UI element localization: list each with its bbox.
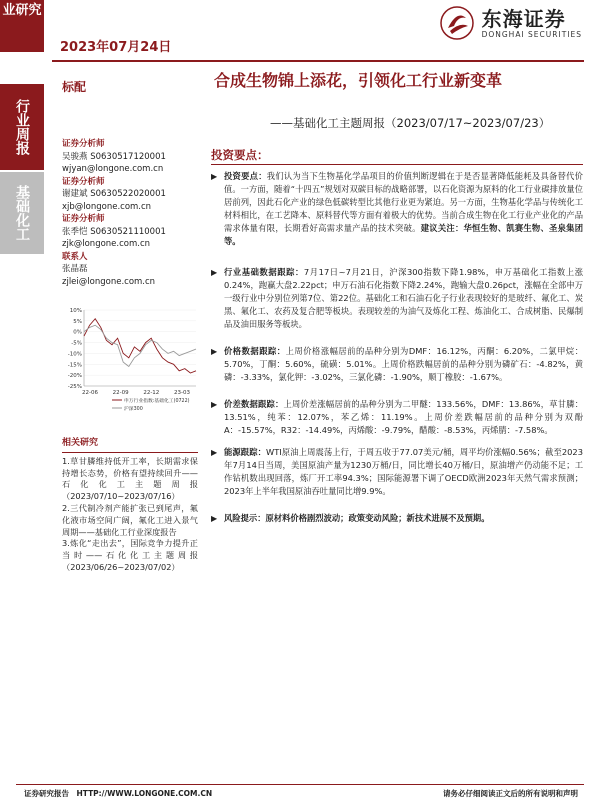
- report-subtitle: ——基础化工主题周报（2023/07/17~2023/07/23）: [270, 116, 551, 130]
- analyst-name: 吴骏燕 S0630517120001: [62, 151, 166, 162]
- bullet-text: 上周价差涨幅居前的品种分别为二甲醚：133.56%，DMF：13.86%，草甘膦：13.51%，纯苯：12.07%，苯乙烯：11.19%。上周价差跌幅居前的品种分别为双酚A：-15.57%，R32：-14.49%，丙烯酸：-9.79%，醋酸：-8.53%，丙烯腈：-7.58%。: [224, 399, 583, 435]
- bullet-item: [211, 512, 583, 525]
- y-tick-label: 0%: [73, 329, 82, 336]
- report-title: 合成生物锦上添花，引领化工行业新变革: [214, 71, 503, 90]
- analyst-email[interactable]: xjb@longone.com.cn: [62, 201, 152, 212]
- y-tick-label: -20%: [67, 373, 82, 380]
- bullet-item: [211, 398, 583, 437]
- bullet-label: 行业基础数据跟踪：: [224, 267, 304, 277]
- related-item[interactable]: 2.三代制冷剂产能扩张已到尾声，氟化液市场空间广阔，氟化工进入景气周期——基础化工行业深度报告: [62, 502, 198, 537]
- report-date: 2023年07月24日: [60, 40, 172, 55]
- bullet-icon: ▶: [211, 448, 218, 457]
- y-tick-label: 5%: [73, 318, 82, 325]
- analyst-name: 张季恺 S0630521110001: [62, 226, 166, 237]
- related-heading: 相关研究: [62, 438, 198, 453]
- bullet-label: 能源跟踪：: [224, 447, 267, 457]
- analyst-email[interactable]: zjk@longone.com.cn: [62, 239, 151, 249]
- logo-icon: [440, 6, 474, 40]
- footer-divider: [16, 784, 584, 785]
- analyst-heading: 证券分析师: [62, 214, 105, 224]
- header-divider: [52, 60, 584, 62]
- y-tick-label: -5%: [71, 340, 82, 347]
- analyst-heading: 证券分析师: [62, 176, 105, 187]
- x-tick-label: 22-06: [82, 390, 98, 396]
- bullet-icon: ▶: [211, 172, 218, 181]
- footer-right: 请务必仔细阅读正文后的所有说明和声明: [443, 789, 578, 798]
- rating: 标配: [62, 80, 87, 94]
- bullet-bold-tail: 建议关注：华恒生物、凯赛生物、圣泉集团等。: [224, 223, 583, 246]
- y-tick-label: 10%: [69, 308, 82, 314]
- analyst-panel: [62, 138, 194, 288]
- series-line: [84, 325, 196, 366]
- industry-band: [0, 172, 44, 254]
- performance-chart: [60, 304, 200, 424]
- bullet-icon: ▶: [211, 400, 218, 409]
- invest-divider: [211, 164, 583, 165]
- industry-label: 基础化工: [14, 185, 30, 241]
- related-research: [62, 438, 198, 574]
- bullet-label: 投资要点：: [224, 171, 267, 181]
- y-tick-label: -10%: [67, 351, 82, 358]
- contact-email[interactable]: zjlei@longone.com.cn: [62, 276, 156, 287]
- x-tick-label: 23-03: [174, 390, 190, 396]
- bullet-label: 价差数据跟踪：: [224, 399, 284, 409]
- analyst-name: 谢建斌 S0630522020001: [62, 189, 166, 199]
- bullet-text: 7月17日~7月21日，沪深300指数下降1.98%，申万基础化工指数上涨0.24%，跑赢大盘2.22pct；申万石油石化指数下降2.24%，跑输大盘0.26pct，涨幅在全部申万一级行业中分别位列第7位、第22位。基础化工和石油石化子行业表现较好的是玻纤、氟化工、炭黑、氟化工、农药及复合肥等板块。表现较差的为油气及炼化工程、炼油化工、合成树脂、民爆制品及油田服务等板块。: [224, 267, 583, 329]
- invest-heading: 投资要点：: [211, 148, 269, 162]
- bullet-label: 风险提示：: [224, 513, 266, 523]
- bullet-icon: ▶: [211, 514, 218, 523]
- x-tick-label: 22-12: [143, 390, 160, 396]
- bullet-label: 价格数据跟踪：: [224, 346, 286, 356]
- x-tick-label: 22-09: [112, 390, 129, 396]
- bullet-text: 上周价格涨幅居前的品种分别为DMF：16.12%，丙酮：6.20%，二氯甲烷：5.70%，丁酮：5.60%，硫磺：5.01%。上周价格跌幅居前的品种分别为磷矿石：-4.82%，黄磷：-3.33%，氯化钾：-3.02%，三氯化磷：-1.90%，顺丁橡胶：-1.67%。: [224, 346, 583, 382]
- band-top-label: 业研究: [2, 3, 42, 18]
- legend-label: 沪深300: [124, 407, 143, 412]
- legend-label: 申万行业指数:基础化工(0722): [124, 399, 190, 404]
- bullet-bold-tail: 原材料价格剧烈波动；政策变动风险；新技术进展不及预期。: [265, 513, 490, 523]
- y-tick-label: -25%: [67, 384, 82, 390]
- bullet-text: 我们认为当下生物基化学品项目的价值判断逻辑在于是否显著降低能耗及具备替代价值。一方面，随着“十四五”规划对双碳目标的战略部署，以石化资源为原料的化工行业碳排放量位居前列，因此石化产业的绿色低碳转型比其他行业更为紧迫。另一方面，生物基化学品与传统化工材料相比，在工艺降本、原料替代等方面有着极大的优势。当前合成生物在化工行业产业化的产品需求体量有限，长期看好高需求量产品的技术突破。: [224, 171, 583, 233]
- logo-english: DONGHAI SECURITIES: [481, 29, 582, 39]
- analyst-email[interactable]: wjyan@longone.com.cn: [62, 164, 164, 174]
- logo: [440, 6, 582, 40]
- contact-name: 张晶磊: [62, 264, 88, 274]
- top-left-band: [0, 0, 44, 52]
- series-line: [84, 319, 196, 373]
- y-tick-label: -15%: [67, 362, 82, 369]
- bullet-text: WTI原油上周震荡上行，于周五收于77.07美元/桶，周平均价涨幅0.56%；截至2023年7月14日当周，美国原油产量为1230万桶/日，同比增长40万桶/日，原油增产仍动能不足；工作钻机数出现回落，炼厂开工率94.3%；国际能源署下调了OECD欧洲2023年天然气需求预测；2023年上半年我国原油吞吐量同比增9.9%。: [224, 447, 583, 496]
- bullet-icon: ▶: [211, 347, 218, 356]
- bullet-item: [211, 266, 583, 331]
- bullet-item: [211, 170, 583, 248]
- logo-chinese: 东海证券: [481, 6, 566, 31]
- footer-left[interactable]: 证券研究报告 HTTP://WWW.LONGONE.COM.CN: [24, 789, 213, 798]
- bullet-item: [211, 345, 583, 384]
- bullet-icon: ▶: [211, 268, 218, 277]
- related-item[interactable]: 1.草甘膦维持低开工率，长期需求保持增长态势，价格有望持续回升——石化化工主题周报（2023/07/10~2023/07/16）: [62, 455, 198, 502]
- related-item[interactable]: 3.炼化“走出去”，国际竞争力提升正当时——石化化工主题周报（2023/06/26~2023/07/02）: [62, 538, 198, 572]
- report-type-label: 行业周报: [14, 99, 30, 155]
- report-type-band: [0, 84, 44, 170]
- bullet-item: [211, 446, 583, 498]
- analyst-heading: 证券分析师: [62, 139, 105, 149]
- contact-heading: 联系人: [62, 251, 88, 262]
